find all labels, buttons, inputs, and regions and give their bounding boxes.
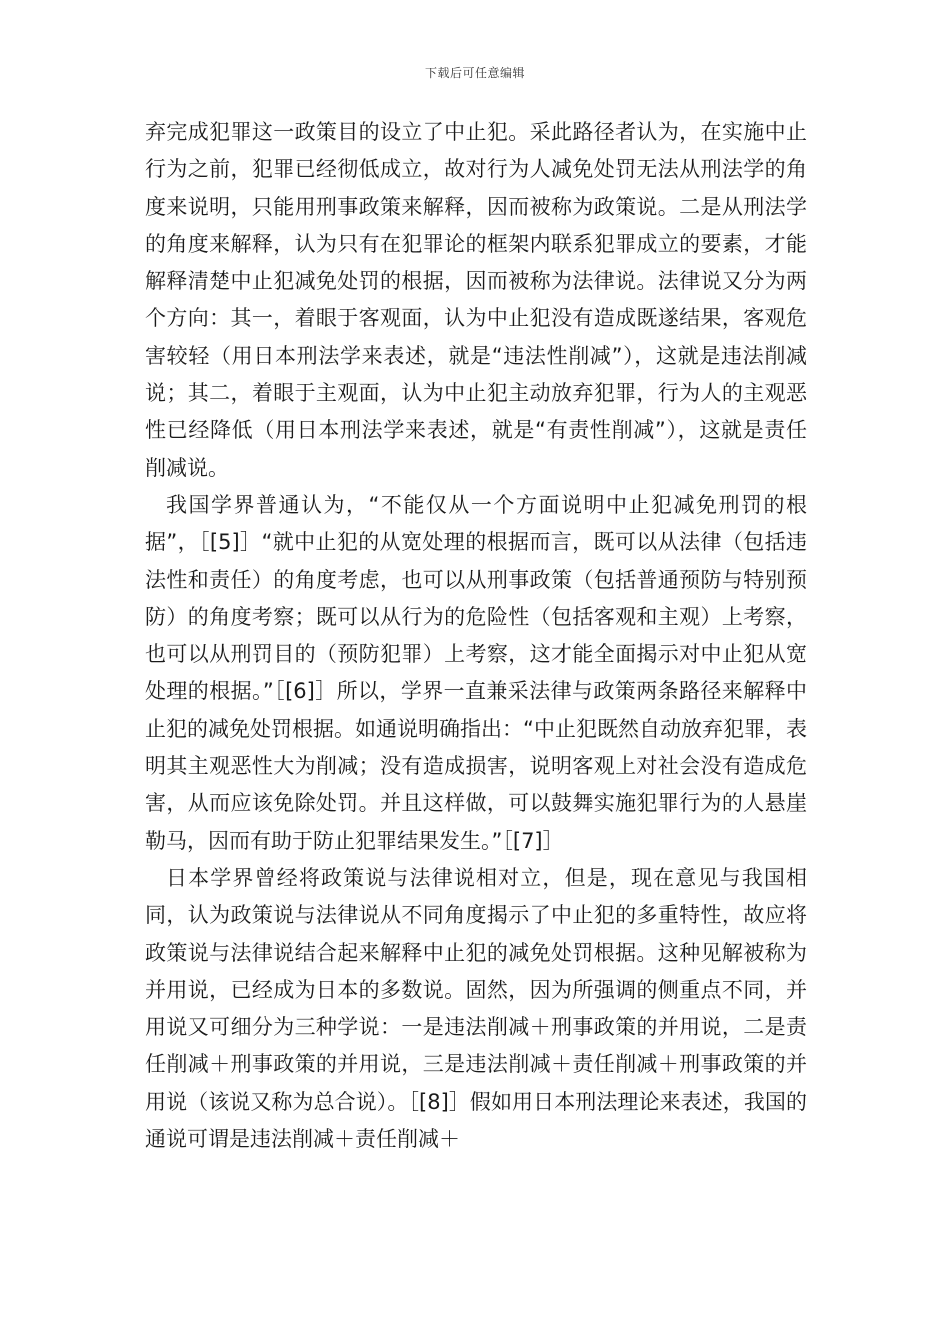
paragraph-2: 我国学界普通认为，“不能仅从一个方面说明中止犯减免刑罚的根据”，［[5]］“就中止犯的从宽处理的根据而言，既可以从法律（包括违法性和责任）的角度考虑，也可以从刑事政策（包括普通预防与特别预防）的角度考察；既可以从行为的危险性（包括客观和主观）上考察，也可以从刑罚目的（预防犯罪）上考察，这才能全面揭示对中止犯从宽处理的根据。”［[6]］所以，学界一直兼采法律与政策两条路径来解释中止犯的减免处罚根据。如通说明确指出：“中止犯既然自动放弃犯罪，表明其主观恶性大为削减；没有造成损害，说明客观上对社会没有造成危害，从而应该免除处罚。并且这样做，可以鼓舞实施犯罪行为的人悬崖勒马，因而有助于防止犯罪结果发生。”［[7]］ bbox=[145, 492, 807, 853]
document-body bbox=[145, 114, 807, 1158]
paragraph-1: 弃完成犯罪这一政策目的设立了中止犯。采此路径者认为，在实施中止行为之前，犯罪已经彻低成立，故对行为人减免处罚无法从刑法学的角度来说明，只能用刑事政策来解释，因而被称为政策说。二是从刑法学的角度来解释，认为只有在犯罪论的框架内联系犯罪成立的要素，才能解释清楚中止犯减免处罚的根据，因而被称为法律说。法律说又分为两个方向：其一，着眼于客观面，认为中止犯没有造成既遂结果，客观危害较轻（用日本刑法学来表述，就是“违法性削减”），这就是违法削减说；其二，着眼于主观面，认为中止犯主动放弃犯罪，行为人的主观恶性已经降低（用日本刑法学来表述，就是“有责性削减”），这就是责任削减说。 bbox=[145, 120, 807, 480]
paragraph-3: 日本学界曾经将政策说与法律说相对立，但是，现在意见与我国相同，认为政策说与法律说从不同角度揭示了中止犯的多重特性，故应将政策说与法律说结合起来解释中止犯的减免处罚根据。这种见解被称为并用说，已经成为日本的多数说。固然，因为所强调的侧重点不同，并用说又可细分为三种学说：一是违法削减＋刑事政策的并用说，二是责任削减＋刑事政策的并用说，三是违法削减＋责任削减＋刑事政策的并用说（该说又称为总合说）。［[8]］假如用日本刑法理论来表述，我国的通说可谓是违法削减＋责任削减＋ bbox=[145, 865, 807, 1152]
page-header: 下载后可任意编辑 bbox=[424, 66, 525, 80]
